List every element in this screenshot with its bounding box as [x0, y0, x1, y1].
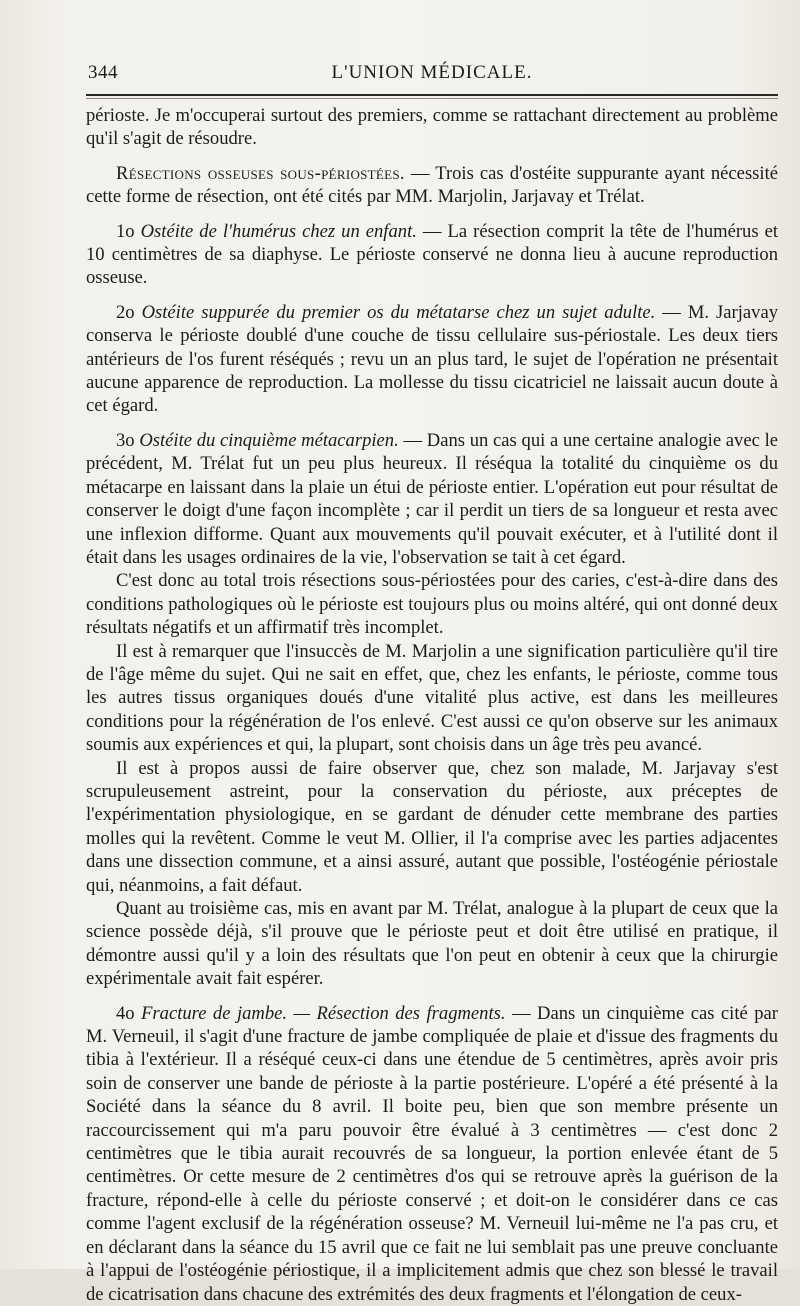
- paragraph: [86, 429, 778, 569]
- italic-heading: Ostéite du cinquième métacarpien.: [139, 429, 399, 451]
- paragraph: [86, 640, 778, 757]
- page-number: 344: [88, 62, 118, 83]
- paragraph: [86, 220, 778, 290]
- paragraph-text: Quant au troisième cas, mis en avant par M. Trélat, analogue à la plupart de ceux que la science possède déjà, s'il prouve que le périoste peut et doit être utilisé en pratique, il démontre aussi qu'il y a loin des résultats que l'on peut en obtenir à ceux que la chirurgie expérimentale avait fait espérer.: [86, 898, 778, 990]
- paragraph: [86, 162, 778, 209]
- paragraph: [86, 1002, 778, 1306]
- paragraph-text: — M. Jarjavay conserva le périoste doublé d'une couche de tissu cellulaire sus-périostale. Les deux tiers antérieurs de l'os furent réséqués ; revu un an plus tard, le sujet de l'opération ne présentait aucune apparence de reproduction. La mollesse du tissu cicatriciel ne laissait aucun doute à cet égard.: [86, 301, 778, 417]
- article-body: [86, 104, 778, 1306]
- paragraph-text: — Dans un cinquième cas cité par M. Verneuil, il s'agit d'une fracture de jambe compliquée de plaie et d'issue des fragments du tibia à l'extérieur. Il a réséqué ceux-ci dans une étendue de 5 centimètres, après avoir pris soin de conserver une bande de périoste à la partie postérieure. L'opéré a été présenté à la Société dans la séance du 8 avril. Il boite peu, bien que son membre présente un raccourcissement qui m'a paru pouvoir être évalué à 3 centimètres — c'est donc 2 centimètres que le tibia aurait recouvrés de sa longueur, la portion enlevée étant de 5 centimètres. Or cette mesure de 2 centimètres d'os qui se retrouve après la guérison de la fracture, répond-elle à celle du périoste conservé ; et doit-on le considérer dans ce cas comme l'agent exclusif de la régénération osseuse? M. Verneuil lui-même ne l'a pas cru, et en déclarant dans la séance du 15 avril que ce fait ne lui semblait pas une preuve concluante à l'appui de l'ostéogénie périostique, il a implicitement admis que chez son blessé le travail de cicatrisation dans chacune des extrémités des deux fragments et l'élongation de ceux-: [86, 1002, 778, 1305]
- italic-heading: Ostéite de l'humérus chez un enfant.: [140, 220, 417, 242]
- page-header: [86, 62, 778, 90]
- paragraph-text: — La résection comprit la tête de l'humérus et 10 centimètres de sa diaphyse. Le périoste conservé ne donna lieu à aucune reproduction osseuse.: [86, 220, 778, 289]
- paragraph-text: — Trois cas d'ostéite suppurante ayant nécessité cette forme de résection, ont été cités par MM. Marjolin, Jarjavay et Trélat.: [86, 162, 778, 208]
- section-heading: Résections osseuses sous-périostées.: [116, 162, 405, 184]
- running-title: L'UNION MÉDICALE.: [331, 62, 533, 83]
- italic-heading: Ostéite suppurée du premier os du métatarse chez un sujet adulte.: [141, 301, 656, 323]
- header-rule-thin: [86, 98, 778, 99]
- paragraph-text: 3o: [116, 429, 140, 451]
- paragraph: [86, 104, 778, 151]
- paragraph-text: 1o: [116, 220, 141, 242]
- paragraph-text: 4o: [116, 1002, 142, 1024]
- paragraph: [86, 569, 778, 639]
- paragraph-text: — Dans un cas qui a une certaine analogie avec le précédent, M. Trélat fut un peu plus heureux. Il réséqua la totalité du cinquième os du métacarpe en laissant dans la plaie un étui de périoste entier. L'opération eut pour résultat de conserver le doigt d'une façon incomplète ; car il perdit un tiers de sa longueur et resta avec une inflexion difforme. Quant aux mouvements qu'il pouvait exécuter, et à l'utilité dont il était dans les usages ordinaires de la vie, l'observation se tait à cet égard.: [86, 429, 779, 568]
- paragraph-text: périoste. Je m'occuperai surtout des premiers, comme se rattachant directement au problème qu'il s'agit de résoudre.: [86, 105, 778, 150]
- paragraph: [86, 301, 778, 418]
- paragraph-text: Il est à propos aussi de faire observer que, chez son malade, M. Jarjavay s'est scrupuleusement astreint, pour la conservation du périoste, aux préceptes de l'expérimentation physiologique, en se gardant de dénuder cette membrane des parties molles qui la revêtent. Comme le veut M. Ollier, il l'a comprise avec les parties adjacentes dans une dissection commune, et a ainsi assuré, autant que possible, l'ostéogénie périostale qui, néanmoins, a fait défaut.: [86, 757, 778, 896]
- paragraph: [86, 897, 778, 991]
- paragraph-text: Il est à remarquer que l'insuccès de M. Marjolin a une signification particulière qu'il tire de l'âge même du sujet. Qui ne sait en effet, que, chez les enfants, le périoste, comme tous les autres tissus organiques doués d'une vitalité plus active, est dans les meilleures conditions pour la régénération de l'os enlevé. C'est aussi ce qu'on observe sur les animaux soumis aux expériences et qui, la plupart, sont choisis dans un âge très peu avancé.: [86, 640, 778, 756]
- paragraph-text: 2o: [116, 301, 142, 323]
- paragraph-text: C'est donc au total trois résections sous-périostées pour des caries, c'est-à-dire dans des conditions pathologiques où le périoste est toujours plus ou moins altéré, qui ont donné deux résultats négatifs et un affirmatif très incomplet.: [86, 570, 778, 639]
- paragraph: [86, 757, 778, 897]
- header-rule: [86, 94, 778, 96]
- italic-heading: Fracture de jambe. — Résection des fragments.: [141, 1002, 506, 1024]
